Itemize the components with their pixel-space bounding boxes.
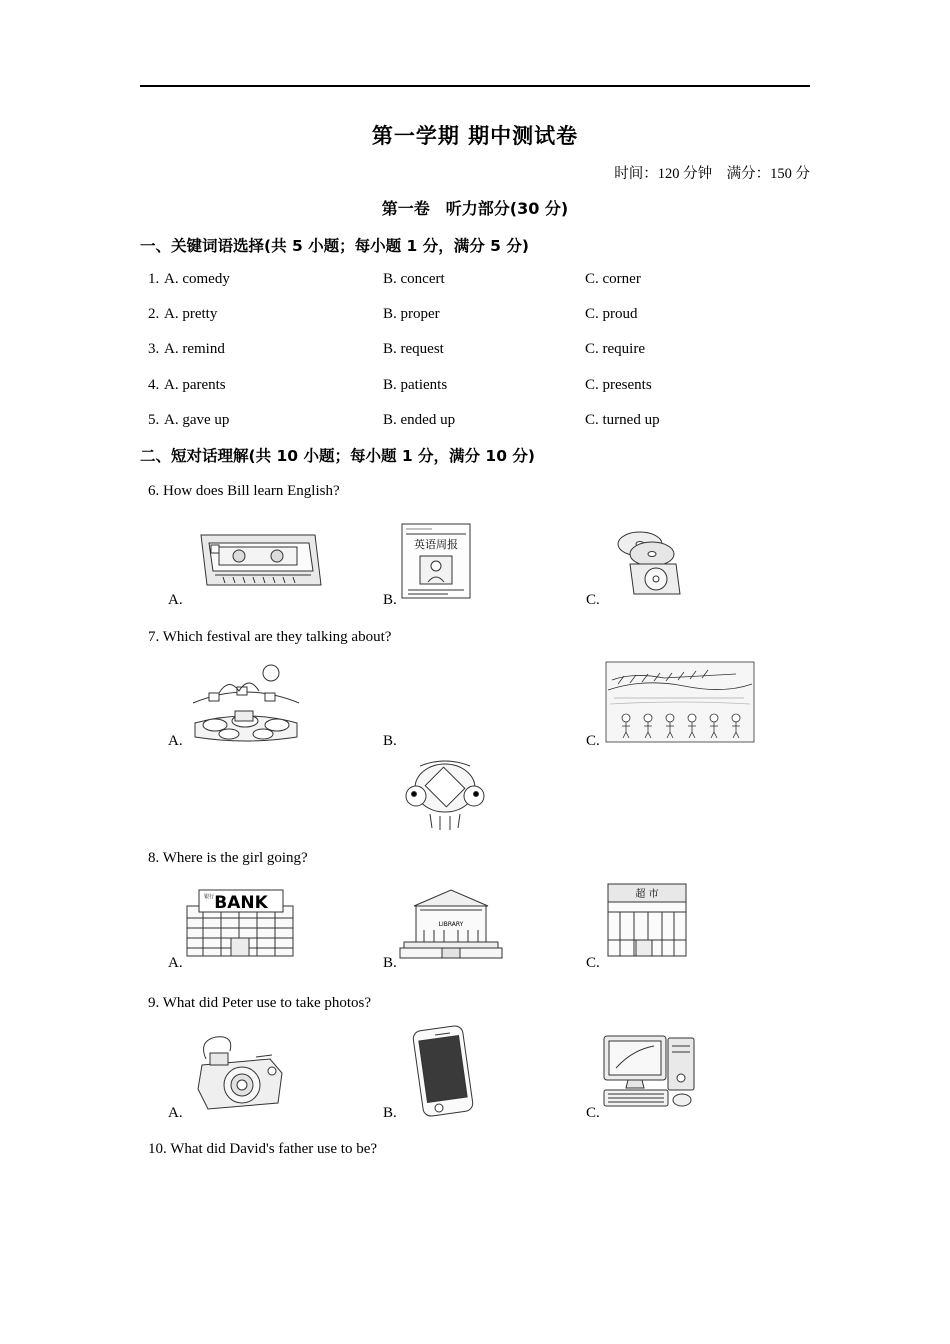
q7-image-dragon-boat: [604, 660, 756, 744]
svg-text:超 市: 超 市: [635, 889, 659, 900]
svg-text:BANK: BANK: [214, 893, 268, 913]
question-9-text: 9. What did Peter use to take photos?: [148, 995, 372, 1011]
q6-image-cassette: [193, 525, 323, 595]
q9-image-computer: [598, 1028, 700, 1118]
q5-option-b: B. ended up: [383, 412, 456, 428]
section-heading: 第一卷 听力部分(30 分): [381, 199, 569, 218]
q8-image-library: [398, 884, 504, 960]
q7-image-lantern-fish: [390, 752, 500, 830]
part-one-heading: 一、关键词语选择(共 5 小题；每小题 1 分，满分 5 分): [140, 237, 529, 255]
q2-option-a-text: A. pretty: [164, 306, 218, 322]
q8-label-a: A.: [168, 955, 183, 971]
q4-option-c: C. presents: [585, 377, 652, 393]
q4-option-a-text: A. parents: [164, 377, 226, 393]
q9-label-c: C.: [586, 1105, 600, 1121]
q6-label-c: C.: [586, 592, 600, 608]
q6-image-cds: [608, 522, 686, 602]
q1-option-a: 1.: [148, 271, 160, 287]
q1-option-c: C. corner: [585, 271, 641, 287]
q2-option-c: C. proud: [585, 306, 638, 322]
q3-option-a: 3.: [148, 341, 160, 357]
q9-label-b: B.: [383, 1105, 397, 1121]
question-row-3: [148, 341, 810, 361]
q5-option-c: C. turned up: [585, 412, 660, 428]
q6-label-a: A.: [168, 592, 183, 608]
header-rule: [140, 85, 810, 87]
q5-option-a: 5.: [148, 412, 160, 428]
q8-image-supermarket: [606, 882, 688, 958]
question-row-2: [148, 306, 810, 326]
q1-option-b: B. concert: [383, 271, 445, 287]
q9-label-a: A.: [168, 1105, 183, 1121]
question-10-text: 10. What did David's father use to be?: [148, 1141, 378, 1157]
q7-image-festival-food: [183, 663, 309, 745]
question-8-text: 8. Where is the girl going?: [148, 850, 308, 866]
svg-text:英语周报: 英语周报: [414, 538, 458, 551]
exam-meta: 时间：120 分钟 满分：150 分: [614, 166, 810, 182]
q3-option-a-text: A. remind: [164, 341, 225, 357]
q2-option-b: B. proper: [383, 306, 440, 322]
question-row-5: [148, 412, 810, 432]
q3-option-c: C. require: [585, 341, 645, 357]
q9-image-camera: [186, 1029, 292, 1115]
q6-image-newspaper: [398, 520, 476, 602]
q4-option-a: 4.: [148, 377, 160, 393]
q8-label-b: B.: [383, 955, 397, 971]
q1-option-a-text: A. comedy: [164, 271, 230, 287]
q8-image-bank: [185, 886, 295, 958]
part-two-heading: 二、短对话理解(共 10 小题；每小题 1 分，满分 10 分): [140, 447, 535, 465]
q7-label-a: A.: [168, 733, 183, 749]
question-7-text: 7. Which festival are they talking about?: [148, 629, 392, 645]
q2-option-a: 2.: [148, 306, 160, 322]
svg-text:LIBRARY: LIBRARY: [438, 921, 464, 928]
q7-label-c: C.: [586, 733, 600, 749]
page-title: 第一学期 期中测试卷: [371, 124, 579, 148]
q5-option-a-text: A. gave up: [164, 412, 230, 428]
question-6-text: 6. How does Bill learn English?: [148, 483, 340, 499]
q8-label-c: C.: [586, 955, 600, 971]
q9-image-smartphone: [408, 1024, 480, 1118]
q7-label-b: B.: [383, 733, 397, 749]
q4-option-b: B. patients: [383, 377, 448, 393]
q6-label-b: B.: [383, 592, 397, 608]
question-row-4: [148, 377, 810, 397]
question-row-1: [148, 271, 810, 291]
q3-option-b: B. request: [383, 341, 444, 357]
svg-text:银行: 银行: [203, 894, 215, 900]
